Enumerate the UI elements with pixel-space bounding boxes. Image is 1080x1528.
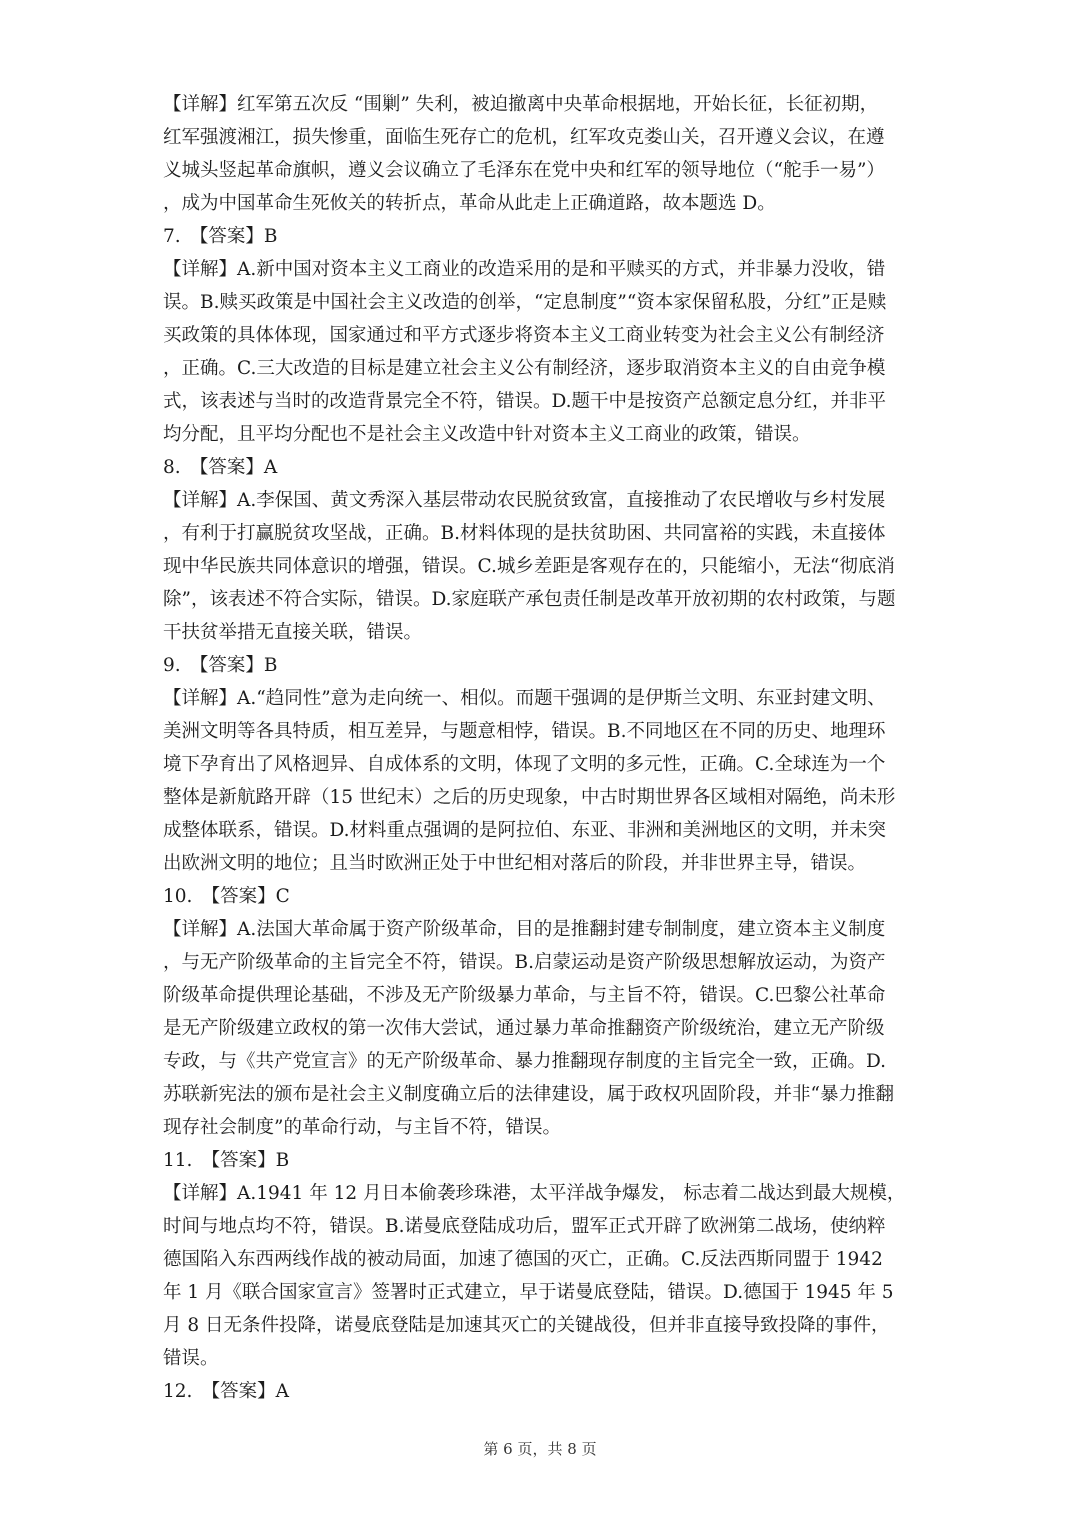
text-line: 【详解】A.1941 年 12 月日本偷袭珍珠港，太平洋战争爆发， 标志着二战达到最大规模， (163, 1183, 906, 1204)
page-footer: 第 6 页，共 8 页 (483, 1440, 597, 1458)
text-line: 【详解】红军第五次反 “围剿” 失利，被迫撤离中央革命根据地，开始长征，长征初期， (163, 94, 879, 115)
text-line: 成整体联系，错误。D.材料重点强调的是阿拉伯、东亚、非洲和美洲地区的文明，并未突 (163, 820, 887, 841)
text-line: 【详解】A.法国大革命属于资产阶级革命，目的是推翻封建专制制度，建立资本主义制度 (163, 919, 886, 940)
text-line: 时间与地点均不符，错误。B.诺曼底登陆成功后，盟军正式开辟了欧洲第二战场，使纳粹 (163, 1216, 886, 1237)
text-line: 美洲文明等各具特质，相互差异，与题意相悖，错误。B.不同地区在不同的历史、地理环 (163, 721, 886, 742)
text-line: 是无产阶级建立政权的第一次伟大尝试，通过暴力革命推翻资产阶级统治，建立无产阶级 (163, 1018, 885, 1039)
text-line: 现存社会制度”的革命行动，与主旨不符，错误。 (163, 1117, 561, 1138)
text-line: 均分配，且平均分配也不是社会主义改造中针对资本主义工商业的政策，错误。 (163, 424, 811, 445)
text-line: 德国陷入东西两线作战的被动局面，加速了德国的灭亡，正确。C.反法西斯同盟于 1942 (163, 1249, 883, 1270)
text-line: 除”，该表述不符合实际，错误。D.家庭联产承包责任制是改革开放初期的农村政策，与题 (163, 589, 896, 610)
text-line: 阶级革命提供理论基础，不涉及无产阶级暴力革命，与主旨不符，错误。C.巴黎公社革命 (163, 985, 886, 1006)
text-line: 8. 【答案】A (163, 457, 278, 478)
text-line: 11. 【答案】B (163, 1150, 290, 1171)
text-line: 月 8 日无条件投降，诺曼底登陆是加速其灭亡的关键战役，但并非直接导致投降的事件， (163, 1315, 890, 1336)
text-line: 红军强渡湘江，损失惨重，面临生死存亡的危机，红军攻克娄山关，召开遵义会议，在遵 (163, 127, 885, 148)
text-line: ，成为中国革命生死攸关的转折点，革命从此走上正确道路，故本题选 D。 (163, 193, 776, 214)
text-line: 年 1 月《联合国家宣言》签署时正式建立，早于诺曼底登陆，错误。D.德国于 1945 年 5 (163, 1282, 894, 1303)
text-line: 整体是新航路开辟（15 世纪末）之后的历史现象，中古时期世界各区域相对隔绝，尚未形 (163, 787, 896, 808)
text-line: 式，该表述与当时的改造背景完全不符，错误。D.题干中是按资产总额定息分红，并非平 (163, 391, 887, 412)
text-line: 【详解】A.李保国、黄文秀深入基层带动农民脱贫致富，直接推动了农民增收与乡村发展 (163, 490, 886, 511)
text-line: 境下孕育出了风格迥异、自成体系的文明，体现了文明的多元性，正确。C.全球连为一个 (163, 754, 886, 775)
text-line: ，正确。C.三大改造的目标是建立社会主义公有制经济，逐步取消资本主义的自由竞争模 (163, 358, 886, 379)
text-line: 12. 【答案】A (163, 1381, 290, 1402)
text-line: 【详解】A.“趋同性”意为走向统一、相似。而题干强调的是伊斯兰文明、东亚封建文明、 (163, 688, 886, 709)
text-line: ，与无产阶级革命的主旨完全不符，错误。B.启蒙运动是资产阶级思想解放运动，为资产 (163, 952, 886, 973)
text-line: 错误。 (163, 1348, 219, 1369)
text-line: 干扶贫举措无直接关联，错误。 (163, 622, 423, 643)
text-line: 现中华民族共同体意识的增强，错误。C.城乡差距是客观存在的，只能缩小，无法“彻底消 (163, 556, 895, 577)
text-line: ，有利于打赢脱贫攻坚战，正确。B.材料体现的是扶贫助困、共同富裕的实践，未直接体 (163, 523, 886, 544)
page-content (163, 88, 923, 1408)
text-line: 【详解】A.新中国对资本主义工商业的改造采用的是和平赎买的方式，并非暴力没收，错 (163, 259, 886, 280)
text-line: 义城头竖起革命旗帜，遵义会议确立了毛泽东在党中央和红军的领导地位（“舵手一易”） (163, 160, 885, 181)
text-line: 买政策的具体体现，国家通过和平方式逐步将资本主义工商业转变为社会主义公有制经济 (163, 325, 885, 346)
text-line: 苏联新宪法的颁布是社会主义制度确立后的法律建设，属于政权巩固阶段，并非“暴力推翻 (163, 1084, 894, 1105)
text-line: 误。B.赎买政策是中国社会主义改造的创举，“定息制度”“资本家保留私股，分红”正是赎 (163, 292, 887, 313)
text-line: 9. 【答案】B (163, 655, 278, 676)
text-line: 出欧洲文明的地位；且当时欧洲正处于中世纪相对落后的阶段，并非世界主导，错误。 (163, 853, 867, 874)
text-line: 专政，与《共产党宣言》的无产阶级革命、暴力推翻现存制度的主旨完全一致，正确。D. (163, 1051, 887, 1072)
text-line: 10. 【答案】C (163, 886, 290, 907)
text-line: 7. 【答案】B (163, 226, 278, 247)
